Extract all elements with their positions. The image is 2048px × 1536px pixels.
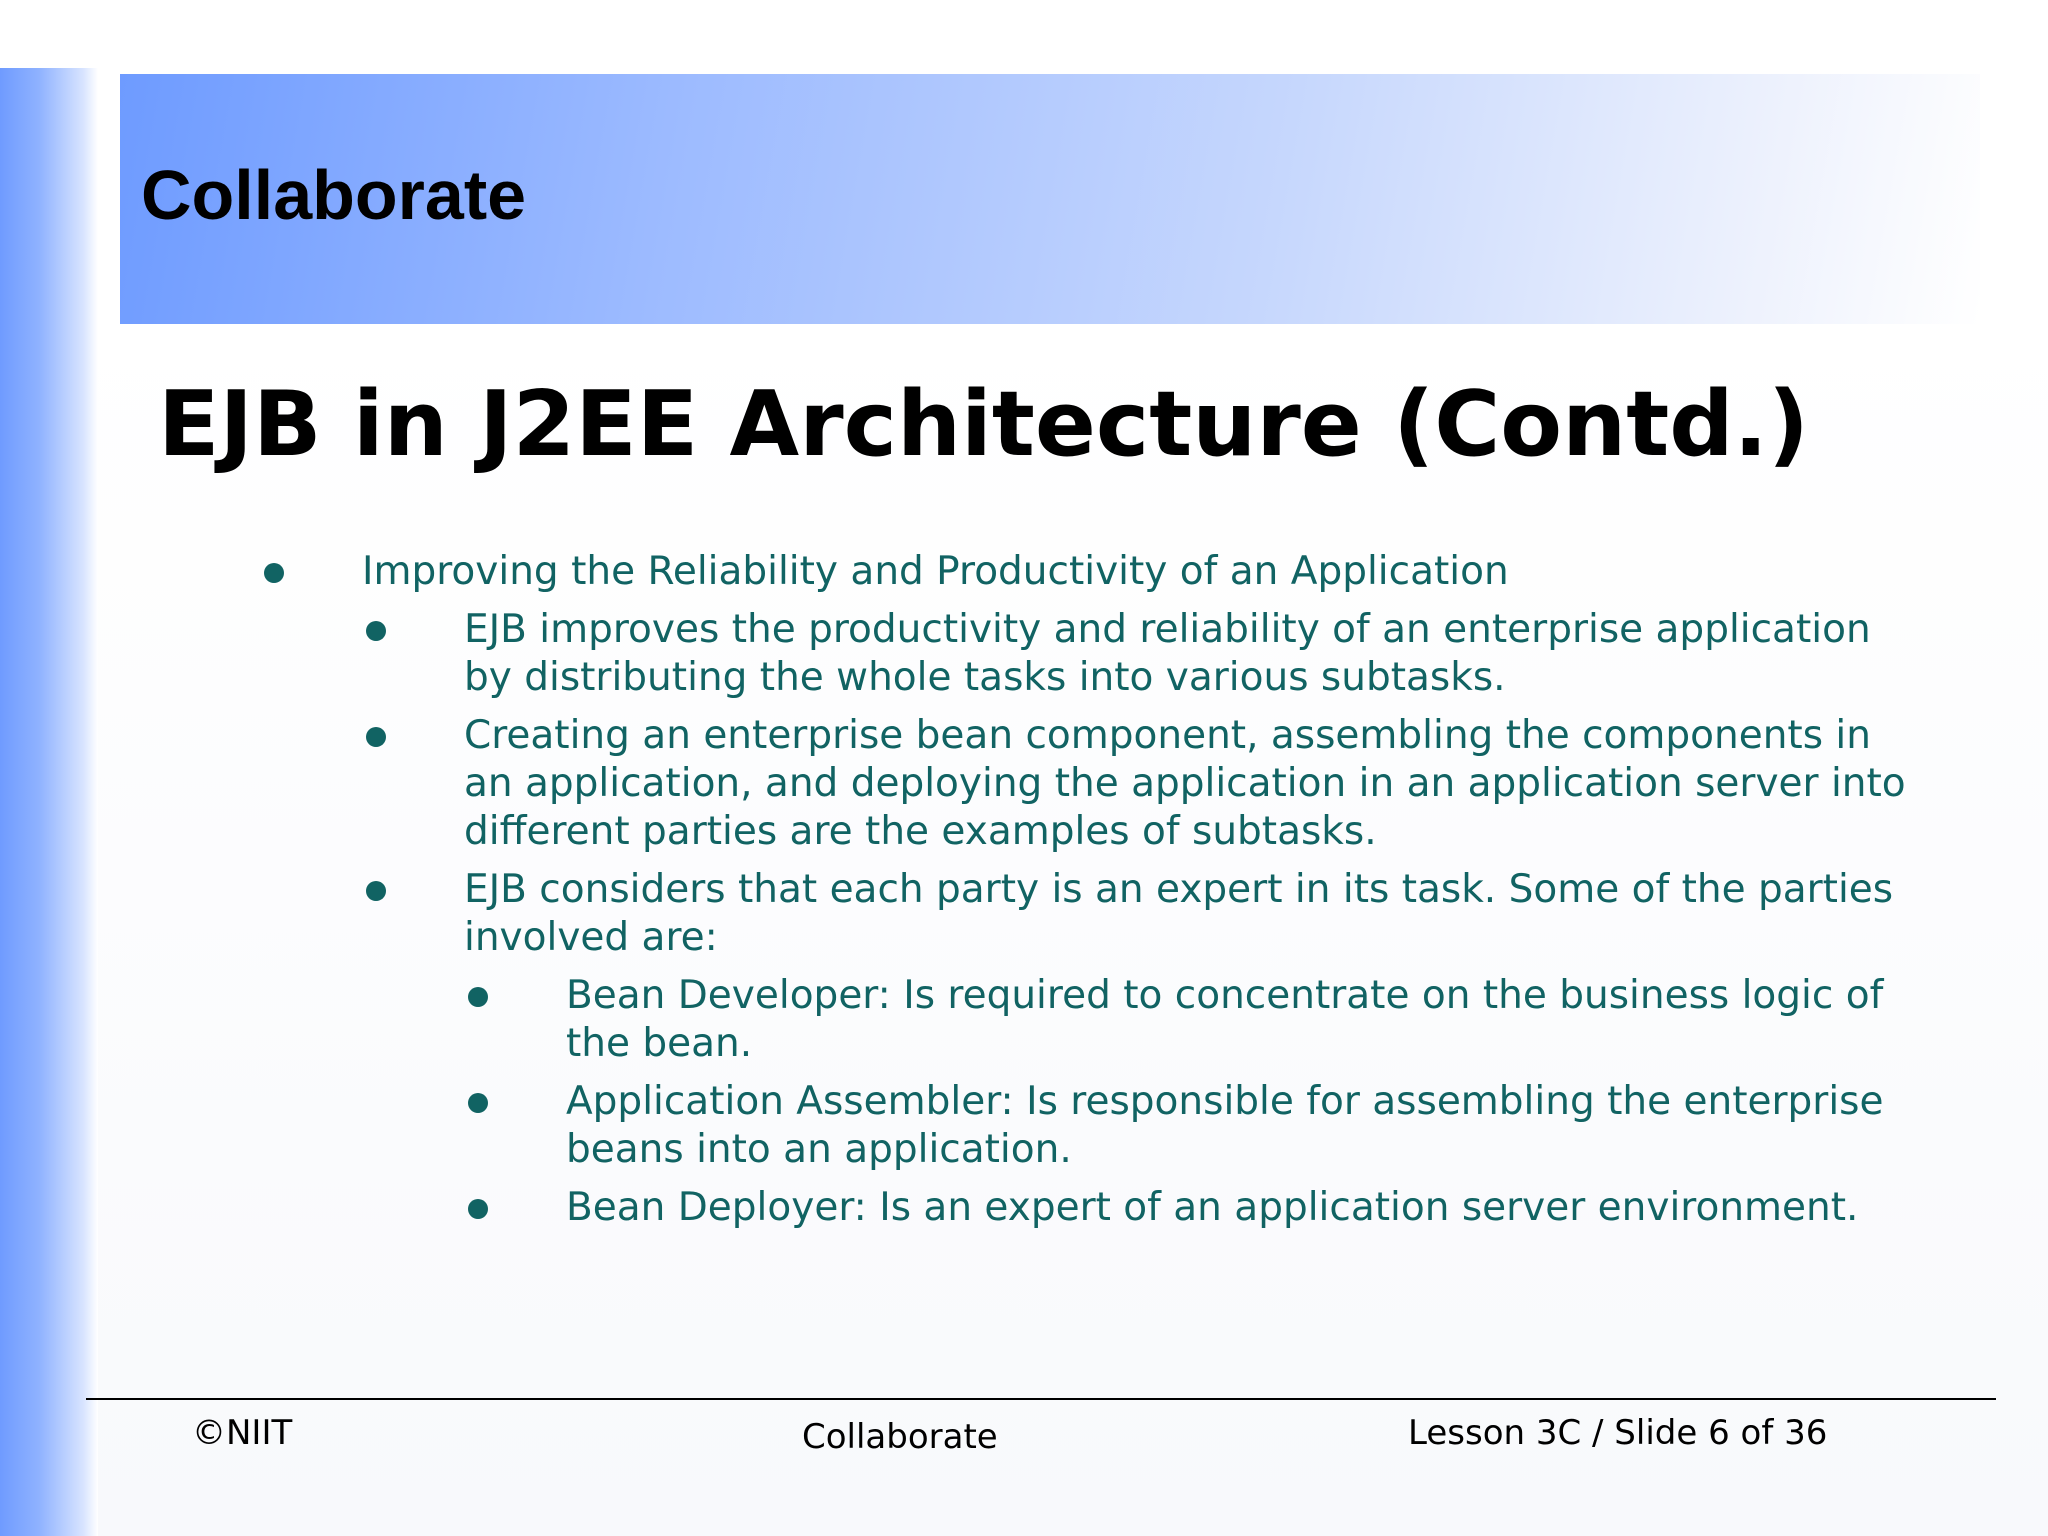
bullet-dot-icon <box>468 987 488 1007</box>
bullet-text: Creating an enterprise bean component, assembling the components in an application, and deploying the application in an application server into different parties are the examples of subtasks. <box>464 713 1906 854</box>
bullet-item <box>0 1078 1936 1174</box>
bullet-item <box>0 972 1936 1068</box>
section-title: Collaborate <box>141 156 527 234</box>
bullet-item <box>0 712 1924 856</box>
bullet-item <box>0 866 1924 962</box>
footer-divider <box>86 1398 1996 1400</box>
bullet-list <box>0 548 2048 1242</box>
bullet-text: Bean Developer: Is required to concentrate on the business logic of the bean. <box>566 973 1884 1066</box>
bullet-text: EJB considers that each party is an expert in its task. Some of the parties involved are: <box>464 867 1894 960</box>
bullet-dot-icon <box>468 1199 488 1219</box>
bullet-dot-icon <box>264 563 284 583</box>
footer-copyright: ©NIIT <box>192 1413 293 1453</box>
bullet-item <box>0 606 1924 702</box>
bullet-item <box>0 1184 1936 1232</box>
bullet-dot-icon <box>468 1093 488 1113</box>
bullet-dot-icon <box>366 881 386 901</box>
bullet-text: Application Assembler: Is responsible for assembling the enterprise beans into an application. <box>566 1079 1884 1172</box>
bullet-text: Improving the Reliability and Productivity of an Application <box>362 549 1509 594</box>
bullet-text: Bean Deployer: Is an expert of an application server environment. <box>566 1185 1859 1230</box>
slide-title: EJB in J2EE Architecture (Contd.) <box>158 372 1809 477</box>
bullet-dot-icon <box>366 727 386 747</box>
footer-module-name: Collaborate <box>802 1417 998 1457</box>
bullet-item <box>0 548 1922 596</box>
bullet-dot-icon <box>366 621 386 641</box>
footer-slide-number: Lesson 3C / Slide 6 of 36 <box>1408 1413 1828 1453</box>
bullet-text: EJB improves the productivity and reliability of an enterprise application by distributing the whole tasks into various subtasks. <box>464 607 1871 700</box>
